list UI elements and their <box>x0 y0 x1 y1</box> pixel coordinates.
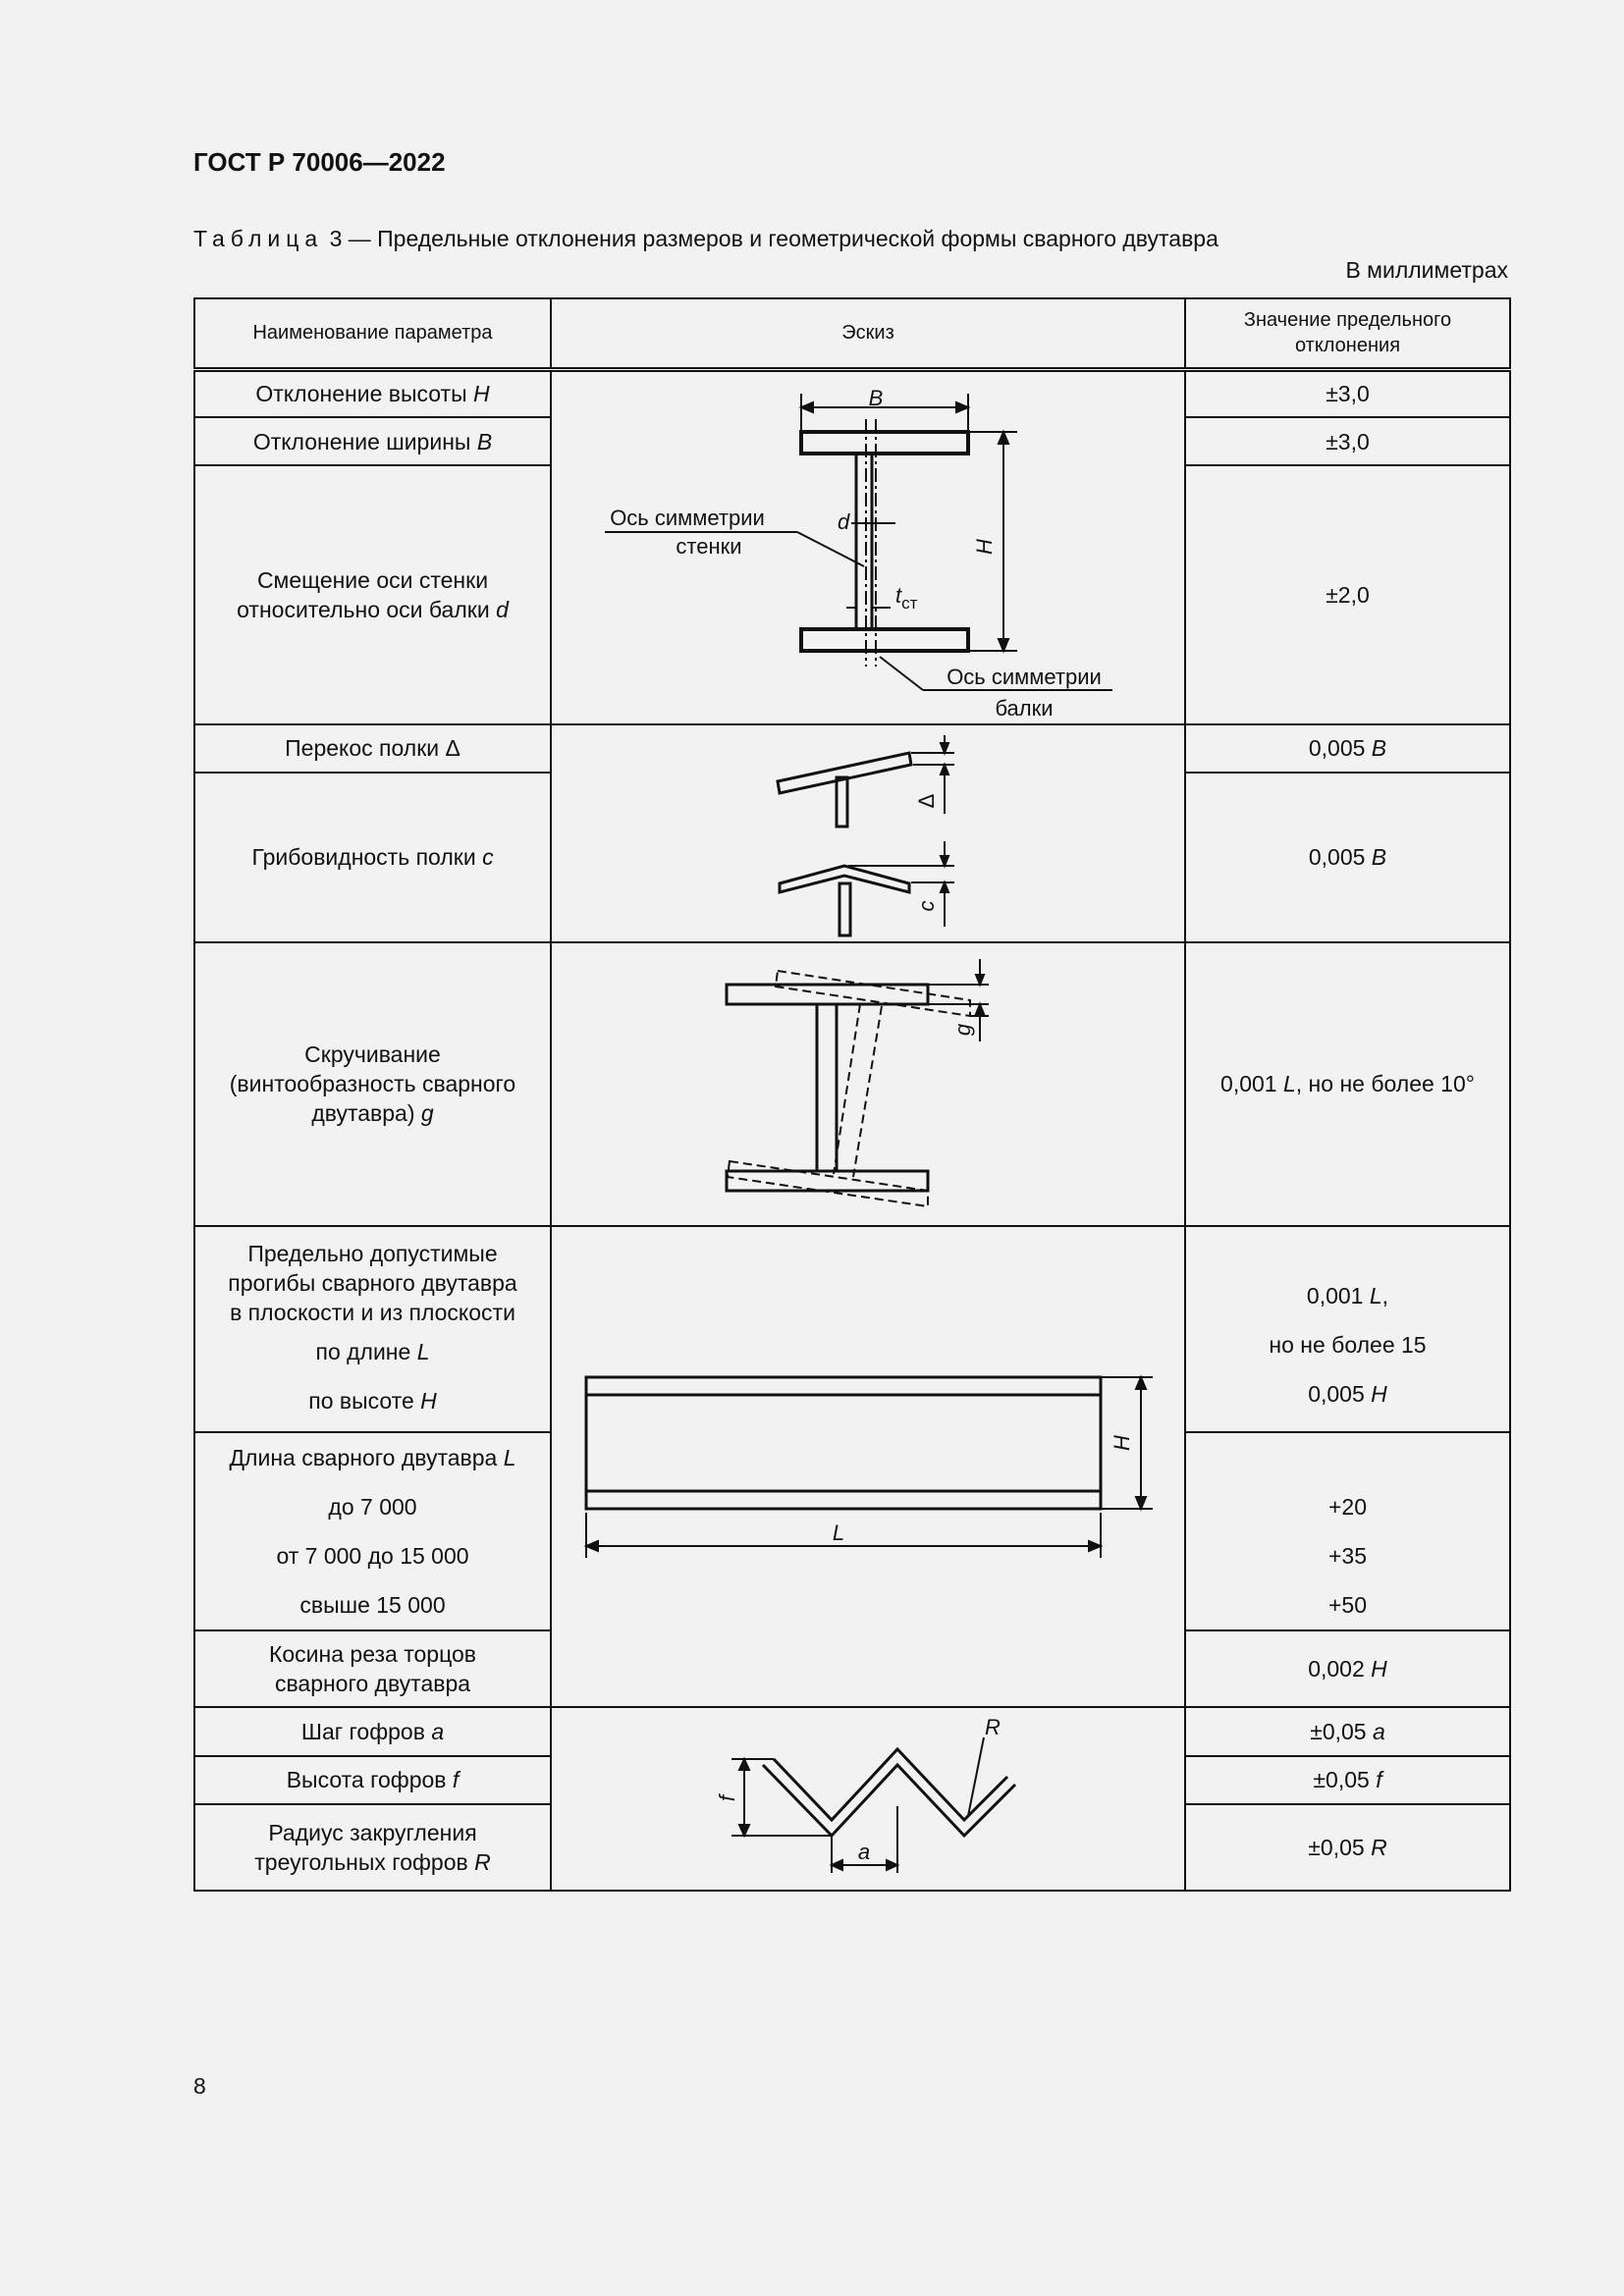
value-line-3: +50 <box>1327 1591 1367 1618</box>
param-text: Скручивание <box>304 1041 441 1067</box>
corr-a-label: a <box>857 1839 871 1864</box>
value-line-1: 0,001 L, <box>1306 1282 1389 1308</box>
value-cell: ±3,0 <box>1185 369 1510 417</box>
param-text: Перекос полки <box>285 735 446 761</box>
value-line-3: 0,005 H <box>1308 1380 1387 1407</box>
table-caption <box>193 226 1218 252</box>
c-label: c <box>914 900 939 911</box>
value-line-2: +35 <box>1327 1542 1367 1569</box>
param-var: c <box>482 844 494 870</box>
sketch-flange-defects <box>551 724 1185 942</box>
value-cell <box>1185 724 1510 773</box>
param-text-2: прогибы сварного двутавра <box>228 1269 517 1296</box>
table-row <box>194 724 1510 773</box>
param-text: Длина сварного двутавра L <box>229 1444 516 1470</box>
twisting-drawing <box>552 943 1186 1224</box>
value-cell <box>1185 942 1510 1226</box>
param-cell <box>194 724 551 773</box>
value-cell <box>1185 1226 1510 1432</box>
beam-l-label: L <box>832 1520 845 1545</box>
value-cell <box>1185 1804 1510 1890</box>
param-text-2: сварного двутавра <box>274 1670 471 1696</box>
sketch-corrugation <box>551 1707 1185 1891</box>
value-rest: , но не более 10° <box>1295 1071 1475 1096</box>
param-text-2: относительно оси балки d <box>237 596 509 622</box>
value-cell: ±2,0 <box>1185 465 1510 723</box>
param-cell <box>194 1630 551 1707</box>
value-num: 0,005 <box>1308 735 1372 761</box>
param-text: Высота гофров <box>286 1767 453 1793</box>
param-sub-2: от 7 000 до 15 000 <box>276 1542 469 1569</box>
value-num: ±0,05 <box>1313 1767 1377 1793</box>
param-cell <box>194 465 551 723</box>
web-axis-label-2: стенки <box>676 533 742 559</box>
param-text: Предельно допустимые <box>247 1240 498 1266</box>
param-text: Смещение оси стенки <box>256 566 489 593</box>
param-text-3: двутавра) g <box>311 1100 434 1126</box>
param-text: Радиус закругления <box>268 1819 477 1845</box>
units-note: В миллиметрах <box>1345 257 1508 283</box>
dim-h-label: H <box>972 538 997 555</box>
value-var: B <box>1371 735 1387 761</box>
col-header-sketch: Эскиз <box>551 298 1185 369</box>
value-var: L <box>1282 1071 1296 1096</box>
dim-d-label: d <box>838 508 850 534</box>
param-cell <box>194 773 551 942</box>
param-sub-3: свыше 15 000 <box>299 1591 446 1618</box>
param-text: Шаг гофров <box>300 1718 432 1744</box>
corrugation-drawing <box>552 1708 1186 1890</box>
param-cell <box>194 1432 551 1630</box>
value-cell: ±3,0 <box>1185 417 1510 465</box>
value-num: ±0,05 <box>1308 1834 1372 1860</box>
param-cell <box>194 1804 551 1890</box>
value-line-2: но не более 15 <box>1269 1331 1427 1358</box>
value-num: 0,001 <box>1220 1071 1283 1096</box>
value-var: H <box>1371 1655 1387 1682</box>
param-text: Отклонение высоты <box>255 381 474 407</box>
table-row <box>194 369 1510 417</box>
param-var: R <box>474 1848 491 1875</box>
param-cell <box>194 1226 551 1432</box>
param-var: H <box>473 381 490 407</box>
delta-label: Δ <box>914 793 939 808</box>
table-row <box>194 1707 1510 1756</box>
param-sub-height: по высоте H <box>308 1387 437 1414</box>
param-var: a <box>431 1718 445 1744</box>
param-text-2: (винтообразность сварного <box>229 1071 516 1096</box>
table-row <box>194 1226 1510 1432</box>
sketch-cross-section <box>551 369 1185 724</box>
document-code: ГОСТ Р 70006—2022 <box>193 147 446 177</box>
value-num: 0,005 <box>1308 844 1372 870</box>
value-var: f <box>1376 1767 1382 1793</box>
param-var: g <box>420 1100 434 1126</box>
value-cell <box>1185 1432 1510 1630</box>
i-beam-section-drawing <box>552 372 1186 723</box>
value-var: R <box>1371 1834 1387 1860</box>
sketch-twisting <box>551 942 1185 1226</box>
beam-h-label: H <box>1110 1434 1134 1451</box>
value-var: a <box>1372 1718 1385 1744</box>
param-var: Δ <box>445 735 460 761</box>
dim-t-label: $t_{ст}$ <box>895 582 918 613</box>
param-cell <box>194 1707 551 1756</box>
table-row <box>194 942 1510 1226</box>
param-text-2: треугольных гофров R <box>254 1848 491 1875</box>
table-word: Таблица <box>193 226 324 251</box>
col-header-value: Значение предельного отклонения <box>1185 298 1510 369</box>
param-cell <box>194 417 551 465</box>
param-text: Косина реза торцов <box>268 1640 476 1667</box>
param-cell <box>194 1756 551 1804</box>
beam-axis-label-1: Ось симметрии <box>947 664 1102 689</box>
g-label: g <box>950 1023 975 1037</box>
param-sub-1: до 7 000 <box>328 1493 417 1520</box>
value-cell <box>1185 1630 1510 1707</box>
page-number: 8 <box>193 2073 206 2099</box>
beam-axis-label-2: балки <box>995 695 1054 721</box>
param-cell <box>194 942 551 1226</box>
value-var: B <box>1371 844 1387 870</box>
param-var: B <box>476 428 493 454</box>
dim-b-label: B <box>868 385 884 410</box>
param-text: Грибовидность полки <box>251 844 483 870</box>
param-var: f <box>452 1767 460 1793</box>
value-cell <box>1185 1756 1510 1804</box>
table-caption-text: 3 — Предельные отклонения размеров и геометрической формы сварного двутавра <box>323 226 1218 251</box>
flange-defects-drawing <box>552 725 1186 941</box>
param-sub-length: по длине L <box>315 1338 430 1364</box>
param-text: Отклонение ширины <box>252 428 477 454</box>
corr-f-label: f <box>715 1794 739 1801</box>
value-num: 0,002 <box>1308 1655 1372 1682</box>
value-line-1: +20 <box>1327 1493 1367 1520</box>
value-num: ±0,05 <box>1310 1718 1373 1744</box>
deviations-table <box>193 297 1511 1892</box>
sketch-beam-side <box>551 1226 1185 1707</box>
web-axis-label-1: Ось симметрии <box>610 505 765 530</box>
header-row <box>194 298 1510 369</box>
param-var: d <box>496 596 509 622</box>
value-cell <box>1185 1707 1510 1756</box>
param-text-3: в плоскости и из плоскости <box>230 1299 515 1325</box>
param-cell <box>194 369 551 417</box>
corr-r-label: R <box>985 1714 1001 1739</box>
col-header-param: Наименование параметра <box>194 298 551 369</box>
beam-side-drawing <box>552 1228 1186 1705</box>
value-cell <box>1185 773 1510 942</box>
